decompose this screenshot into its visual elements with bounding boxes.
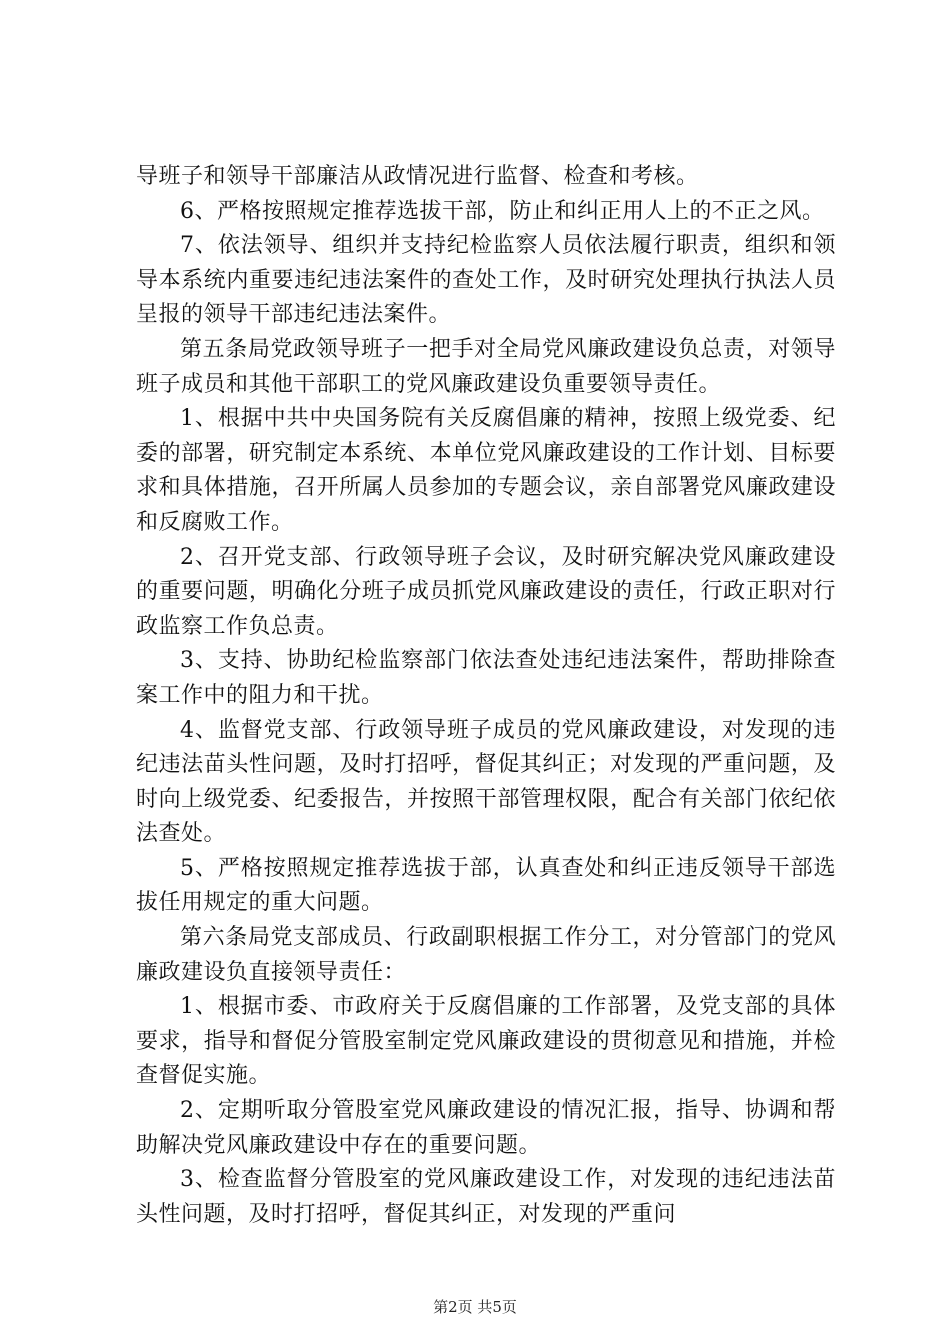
paragraph-7: 3、支持、协助纪检监察部门依法查处违纪违法案件，帮助排除查案工作中的阻力和干扰。 — [136, 648, 836, 708]
paragraph-1: 导班子和领导干部廉洁从政情况进行监督、检查和考核。 — [136, 164, 699, 189]
paragraph-10: 第六条局党支部成员、行政副职根据工作分工，对分管部门的党风廉政建设负直接领导责任： — [136, 925, 836, 985]
paragraph-12: 2、定期听取分管股室党风廉政建设的情况汇报，指导、协调和帮助解决党风廉政建设中存在的重要问题。 — [136, 1098, 836, 1158]
paragraph-8: 4、监督党支部、行政领导班子成员的党风廉政建设，对发现的违纪违法苗头性问题，及时打招呼，督促其纠正；对发现的严重问题，及时向上级党委、纪委报告，并按照干部管理权限，配合有关部门依纪依法查处。 — [136, 717, 836, 847]
paragraph-11: 1、根据市委、市政府关于反腐倡廉的工作部署，及党支部的具体要求，指导和督促分管股室制定党风廉政建设的贯彻意见和措施，并检查督促实施。 — [136, 994, 836, 1089]
paragraph-9: 5、严格按照规定推荐选拔于部，认真查处和纠正违反领导干部选拔任用规定的重大问题。 — [136, 855, 836, 916]
page-number-label: 第2页 共5页 — [433, 1298, 517, 1316]
document-body — [136, 160, 836, 1232]
paragraph-5: 1、根据中共中央国务院有关反腐倡廉的精神，按照上级党委、纪委的部署，研究制定本系统、本单位党风廉政建设的工作计划、目标要求和具体措施，召开所属人员参加的专题会议，亲自部署党风廉政建设和反腐败工作。 — [136, 406, 836, 535]
paragraph-3: 7、依法领导、组织并支持纪检监察人员依法履行职责，组织和领导本系统内重要违纪违法案件的查处工作，及时研究处理执行执法人员呈报的领导干部违纪违法案件。 — [136, 233, 836, 328]
paragraph-4: 第五条局党政领导班子一把手对全局党风廉政建设负总责，对领导班子成员和其他干部职工的党风廉政建设负重要领导责任。 — [136, 336, 836, 397]
paragraph-2: 6、严格按照规定推荐选拔干部，防止和纠正用人上的不正之风。 — [180, 198, 825, 224]
paragraph-6: 2、召开党支部、行政领导班子会议，及时研究解决党风廉政建设的重要问题，明确化分班子成员抓党风廉政建设的责任，行政正职对行政监察工作负总责。 — [136, 544, 836, 639]
paragraph-13: 3、检查监督分管股室的党风廉政建设工作，对发现的违纪违法苗头性问题，及时打招呼，督促其纠正，对发现的严重问 — [136, 1167, 836, 1227]
page-footer — [0, 1296, 950, 1317]
